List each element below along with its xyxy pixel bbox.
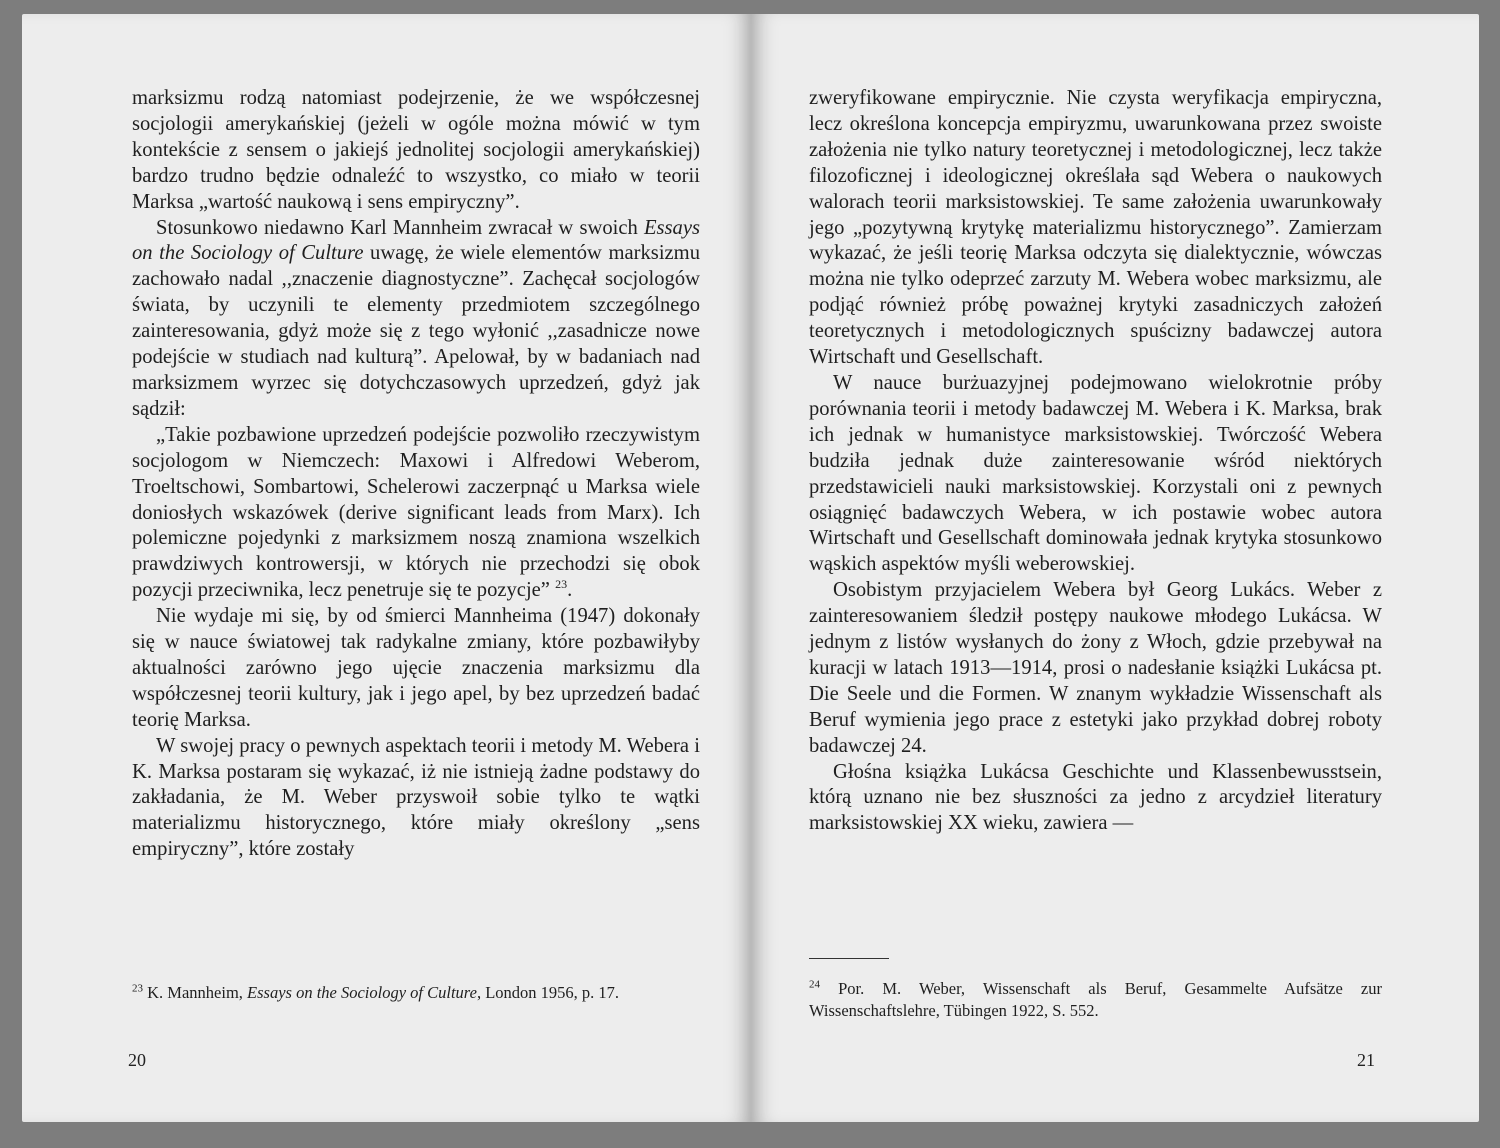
right-page xyxy=(751,14,1479,1122)
paragraph: W swojej pracy o pewnych aspektach teorii i metody M. Webera i K. Marksa postaram się wykazać, iż nie istnieją żadne podstawy do zakładania, że M. Weber przyswoił sobie tylko te wątki materializmu historycznego, które miały określony „sens empiryczny”, które zostały xyxy=(132,734,700,861)
paragraph: marksizmu rodzą natomiast podejrzenie, że we współczesnej socjologii amerykańskiej (jeżeli w ogóle można mówić w tym kontekście z sensem o jakiejś jednolitej socjologii amerykańskiej) bardzo trudno będzie odnaleźć to wszystko, co miało w teorii Marksa „wartość naukową i sens empiryczny”. xyxy=(132,87,700,213)
paragraph: Stosunkowo niedawno Karl Mannheim zwracał w swoich Essays on the Sociology of Culture uwagę, że wiele elementów marksizmu zachowało nadal ,,znaczenie diagnostyczne”. Zachęcał socjologów świata, by uczynili te elementy przedmiotem szczególnego zainteresowania, gdyż może się z tego wyłonić ,,zasadnicze nowe podejście w studiach nad kulturą”. Apelował, by w badaniach nad marksizmem wyrzec się dotychczasowych uprzedzeń, gdyż jak sądził: xyxy=(132,216,700,420)
left-page xyxy=(22,14,751,1122)
page-number: 20 xyxy=(128,1050,146,1070)
paragraph: Głośna książka Lukácsa Geschichte und Klassenbewusstsein, którą uznano nie bez słuszności za jedno z arcydzieł literatury marksistowskiej XX wieku, zawiera — xyxy=(809,760,1382,835)
footnote-rule xyxy=(809,958,889,959)
footnote: $^{23}$ K. Mannheim, Essays on the Sociology of Culture, London 1956, p. 17. xyxy=(132,982,620,1002)
footnote: $^{24}$ Por. M. Weber, Wissenschaft als Beruf, Gesammelte Aufsätze zur Wissenschaftslehre, Tübingen 1922, S. 552. xyxy=(809,978,1382,1020)
footnote-ref: 23 xyxy=(555,577,568,592)
left-page-body xyxy=(132,86,700,863)
paragraph: W nauce burżuazyjnej podejmowano wielokrotnie próby porównania teorii i metody badawczej M. Webera i K. Marksa, brak ich jednak w humanistyce marksistowskiej. Twórczość Webera budziła jednak duże zainteresowanie wśród niektórych przedstawicieli nauki marksistowskiej. Korzystali oni z pewnych osiągnięć badawczych Webera, w ich postawie wobec autora Wirtschaft und Gesellschaft dominowała jednak krytyka stosunkowo wąskich aspektów myśli weberowskiej. xyxy=(809,371,1382,576)
page-number: 21 xyxy=(1357,1050,1375,1070)
paragraph: Nie wydaje mi się, by od śmierci Mannheima (1947) dokonały się w nauce światowej tak radykalne zmiany, które pozbawiłyby aktualności zarówno jego ujęcie znaczenia marksizmu dla współczesnej teorii kultury, jak i jego apel, by bez uprzedzeń badać teorię Marksa. xyxy=(132,605,700,731)
block-quote: „Takie pozbawione uprzedzeń podejście pozwoliło rzeczywistym socjologom w Niemczech: Maxowi i Alfredowi Weberom, Troeltschowi, Sombartowi, Schelerowi zaczerpnąć u Marksa wiele doniosłych wskazówek (derive significant leads from Marx). Ich polemiczne pojedynki z marksizmem noszą znamiona wszelkich prawdziwych kontrowersji, w których nie przechodzi się obok pozycji przeciwnika, lecz penetruje się te pozycje” $^{23}$. xyxy=(132,423,700,602)
paragraph: Osobistym przyjacielem Webera był Georg Lukács. Weber z zainteresowaniem śledził postępy naukowe młodego Lukácsa. W jednym z listów wysłanych do żony z Włoch, gdzie przebywał na kuracji w latach 1913—1914, prosi o nadesłanie książki Lukácsa pt. Die Seele und die Formen. W znanym wykładzie Wissenschaft als Beruf wymienia jego prace z estetyki jako przykład dobrej roboty badawczej 24. xyxy=(809,579,1382,757)
paragraph: zweryfikowane empirycznie. Nie czysta weryfikacja empiryczna, lecz określona koncepcja empiryzmu, uwarunkowana przez swoiste założenia nie tylko natury teoretycznej i metodologicznej, lecz także filozoficznej i ideologicznej określała sąd Webera o naukowych walorach teorii marksistowskiej. Te same założenia uwarunkowały jego „pozytywną krytykę materializmu historycznego”. Zamierzam wykazać, że jeśli teorię Marksa odczyta się dialektycznie, wówczas można nie tylko odeprzeć zarzuty M. Webera wobec marksizmu, ale podjąć również próbę poważnej krytyki zasadniczych założeń teoretycznych i metodologicznych spuścizny badawczej autora Wirtschaft und Gesellschaft. xyxy=(809,87,1382,369)
right-page-body xyxy=(809,86,1382,837)
